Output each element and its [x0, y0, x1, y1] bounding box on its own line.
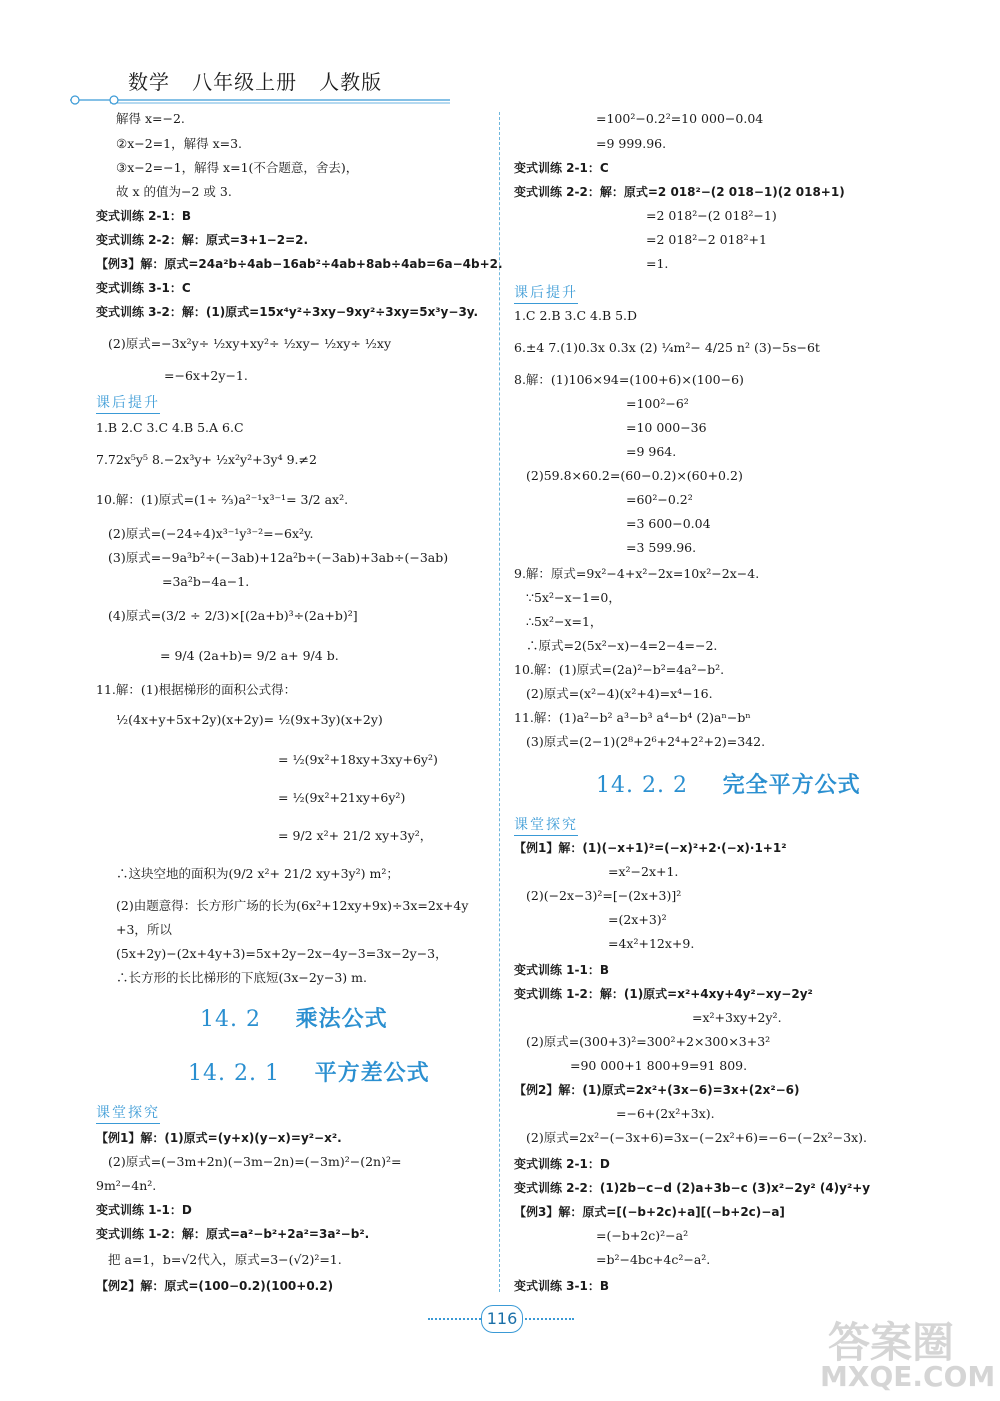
answer-line-left-5: 变式训练 2-2：解：原式=3+1−2=2.: [96, 233, 309, 247]
answer-line-left-9: (2)原式=−3x²y÷ ½xy+xy²÷ ½xy− ½xy÷ ½xy: [108, 336, 392, 351]
answer-line-left-22: = ½(9x²+21xy+6y²): [278, 790, 406, 805]
section-heading-2: [596, 768, 861, 799]
answer-line-right-5: =2 018²−2 018²+1: [646, 232, 767, 247]
answer-line-left-14: (2)原式=(−24÷4)x³⁻¹y³⁻²=−6x²y.: [108, 526, 314, 541]
answer-line-right-26: =x²−2x+1.: [608, 864, 679, 879]
answer-line-right-22: (2)原式=(x²−4)(x²+4)=x⁴−16.: [526, 686, 713, 701]
heading-title: 平方差公式: [314, 1061, 430, 1086]
answer-line-left-15: (3)原式=−9a³b²÷(−3ab)+12a²b÷(−3ab)+3ab÷(−3ab): [108, 550, 449, 565]
answer-line-right-32: =x²+3xy+2y².: [692, 1010, 782, 1025]
heading-number: 14. 2. 2: [596, 773, 688, 798]
answer-line-left-6: 【例3】解：原式=24a²b÷4ab−16ab²÷4ab+8ab÷4ab=6a−4b+2.: [96, 257, 503, 271]
answer-line-left-4: 变式训练 2-1：B: [96, 209, 192, 223]
answer-line-right-36: =−6+(2x²+3x).: [616, 1106, 715, 1121]
answer-line-right-1: =9 999.96.: [596, 136, 667, 151]
answer-line-right-28: =(2x+3)²: [608, 912, 667, 927]
answer-line-right-13: (2)59.8×60.2=(60−0.2)×(60+0.2): [526, 468, 743, 483]
answer-line-right-41: =(−b+2c)²−a²: [596, 1228, 689, 1243]
footer-dots-left: [428, 1318, 488, 1322]
answer-line-right-7: 1.C 2.B 3.C 4.B 5.D: [514, 308, 638, 323]
book-title: 数学 八年级上册 人教版: [128, 70, 383, 94]
answer-line-left-11: 1.B 2.C 3.C 4.B 5.A 6.C: [96, 420, 244, 435]
answer-line-right-10: =100²−6²: [626, 396, 689, 411]
answer-line-left-24: ∴这块空地的面积为(9/2 x²+ 21/2 xy+3y²) m²；: [116, 866, 399, 881]
answer-line-right-6: =1.: [646, 256, 669, 271]
answer-line-right-18: ∵5x²−x−1=0，: [526, 590, 621, 605]
heading-number: 14. 2. 1: [188, 1061, 280, 1086]
answer-line-right-20: ∴原式=2(5x²−x)−4=2−4=−2.: [526, 638, 718, 653]
answer-line-right-43: 变式训练 3-1：B: [514, 1279, 610, 1293]
answer-line-left-20: ½(4x+y+5x+2y)(x+2y)= ½(9x+3y)(x+2y): [116, 712, 383, 727]
answer-line-right-0: =100²−0.2²=10 000−0.04: [596, 111, 764, 126]
section-label-3: 课堂探究: [514, 814, 578, 836]
answer-line-right-9: 8.解：(1)106×94=(100+6)×(100−6): [514, 372, 744, 387]
answer-line-left-19: 11.解：(1)根据梯形的面积公式得：: [96, 682, 297, 697]
answer-line-left-10: =−6x+2y−1.: [164, 368, 248, 383]
answer-line-left-3: 故 x 的值为−2 或 3.: [116, 184, 232, 199]
answer-line-right-38: 变式训练 2-1：D: [514, 1157, 610, 1171]
watermark-logo: 答案圈: [828, 1318, 955, 1367]
answer-line-left-35: 【例2】解：原式=(100−0.2)(100+0.2): [96, 1279, 334, 1293]
section-label-2: 课后提升: [514, 282, 578, 304]
footer-dots-right: [514, 1318, 574, 1322]
answer-line-left-29: 【例1】解：(1)原式=(y+x)(y−x)=y²−x².: [96, 1131, 342, 1145]
header-decoration: [70, 95, 450, 105]
answer-line-left-27: (5x+2y)−(2x+4y+3)=5x+2y−2x−4y−3=3x−2y−3，: [116, 946, 448, 961]
answer-line-left-23: = 9/2 x²+ 21/2 xy+3y²，: [278, 828, 433, 843]
answer-line-left-28: ∴长方形的长比梯形的下底短(3x−2y−3) m.: [116, 970, 367, 985]
answer-line-left-7: 变式训练 3-1：C: [96, 281, 191, 295]
answer-line-right-27: (2)(−2x−3)²=[−(2x+3)]²: [526, 888, 682, 903]
answer-line-right-29: =4x²+12x+9.: [608, 936, 695, 951]
heading-title: 乘法公式: [295, 1007, 388, 1032]
answer-line-right-34: =90 000+1 800+9=91 809.: [570, 1058, 748, 1073]
answer-line-left-31: 9m²−4n².: [96, 1178, 157, 1193]
answer-line-right-42: =b²−4bc+4c²−a².: [596, 1252, 711, 1267]
answer-line-right-8: 6.±4 7.(1)0.3x 0.3x (2) ¼m²− 4/25 n² (3)−5s−6t: [514, 340, 820, 355]
answer-line-left-25: (2)由题意得：长方形广场的长为(6x²+12xy+9x)÷3x=2x+4y: [116, 898, 469, 913]
answer-line-right-24: (3)原式=(2−1)(2⁸+2⁶+2⁴+2²+2)=342.: [526, 734, 766, 749]
answer-line-right-39: 变式训练 2-2：(1)2b−c−d (2)a+3b−c (3)x²−2y² (4)y²+y: [514, 1181, 871, 1195]
answer-line-right-37: (2)原式=2x²−(−3x+6)=3x−(−2x²+6)=−6−(−2x²−3x).: [526, 1130, 868, 1145]
page-header: [0, 0, 1000, 110]
answer-line-left-0: 解得 x=−2.: [116, 111, 185, 126]
page-number: 116: [481, 1305, 523, 1333]
answer-line-left-16: =3a²b−4a−1.: [162, 574, 250, 589]
answer-line-right-16: =3 599.96.: [626, 540, 697, 555]
answer-line-left-18: = 9/4 (2a+b)= 9/2 a+ 9/4 b.: [160, 648, 339, 663]
answer-line-right-35: 【例2】解：(1)原式=2x²+(3x−6)=3x+(2x²−6): [514, 1083, 800, 1097]
answer-line-right-12: =9 964.: [626, 444, 677, 459]
heading-number: 14. 2: [200, 1007, 261, 1032]
answer-line-right-19: ∴5x²−x=1，: [526, 614, 603, 629]
section-label-1: 课堂探究: [96, 1102, 160, 1124]
answer-line-left-26: +3，所以: [116, 922, 172, 937]
answer-line-right-3: 变式训练 2-2：解：原式=2 018²−(2 018−1)(2 018+1): [514, 185, 845, 199]
answer-line-left-13: 10.解：(1)原式=(1÷ ⅔)a²⁻¹x³⁻¹= 3/2 ax².: [96, 492, 349, 507]
answer-line-right-11: =10 000−36: [626, 420, 707, 435]
answer-line-right-21: 10.解：(1)原式=(2a)²−b²=4a²−b².: [514, 662, 725, 677]
section-heading-0: [200, 1002, 388, 1033]
answer-line-right-17: 9.解：原式=9x²−4+x²−2x=10x²−2x−4.: [514, 566, 760, 581]
answer-line-right-33: (2)原式=(300+3)²=300²+2×300×3+3²: [526, 1034, 771, 1049]
answer-line-left-30: (2)原式=(−3m+2n)(−3m−2n)=(−3m)²−(2n)²=: [108, 1154, 402, 1169]
answer-line-left-2: ③x−2=−1，解得 x=1(不合题意，舍去)，: [116, 160, 359, 175]
answer-line-left-12: 7.72x⁵y⁵ 8.−2x³y+ ½x²y²+3y⁴ 9.≠2: [96, 452, 317, 467]
answer-line-right-4: =2 018²−(2 018²−1): [646, 208, 777, 223]
answer-line-left-17: (4)原式=(3/2 ÷ 2/3)×[(2a+b)³÷(2a+b)²]: [108, 608, 358, 623]
answer-line-left-32: 变式训练 1-1：D: [96, 1203, 192, 1217]
heading-title: 完全平方公式: [722, 773, 861, 798]
column-divider: [499, 112, 500, 1292]
answer-line-left-34: 把 a=1，b=√2代入，原式=3−(√2)²=1.: [108, 1252, 342, 1267]
answer-line-right-15: =3 600−0.04: [626, 516, 711, 531]
answer-line-left-8: 变式训练 3-2：解：(1)原式=15x⁴y²÷3xy−9xy²÷3xy=5x³y−3y.: [96, 305, 479, 319]
answer-line-right-25: 【例1】解：(1)(−x+1)²=(−x)²+2·(−x)·1+1²: [514, 841, 787, 855]
answer-line-right-30: 变式训练 1-1：B: [514, 963, 610, 977]
watermark: [820, 1310, 996, 1395]
answer-line-right-23: 11.解：(1)a²−b² a³−b³ a⁴−b⁴ (2)aⁿ−bⁿ: [514, 710, 751, 725]
answer-line-right-40: 【例3】解：原式=[(−b+2c)+a][(−b+2c)−a]: [514, 1205, 785, 1219]
section-heading-1: [188, 1056, 430, 1087]
answer-line-right-14: =60²−0.2²: [626, 492, 693, 507]
watermark-url: MXQE.COM: [820, 1360, 996, 1393]
answer-line-left-33: 变式训练 1-2：解：原式=a²−b²+2a²=3a²−b².: [96, 1227, 370, 1241]
answer-line-left-21: = ½(9x²+18xy+3xy+6y²): [278, 752, 438, 767]
section-label-0: 课后提升: [96, 392, 160, 414]
answer-line-right-2: 变式训练 2-1：C: [514, 161, 609, 175]
answer-line-left-1: ②x−2=1，解得 x=3.: [116, 136, 243, 151]
answer-line-right-31: 变式训练 1-2：解：(1)原式=x²+4xy+4y²−xy−2y²: [514, 987, 813, 1001]
